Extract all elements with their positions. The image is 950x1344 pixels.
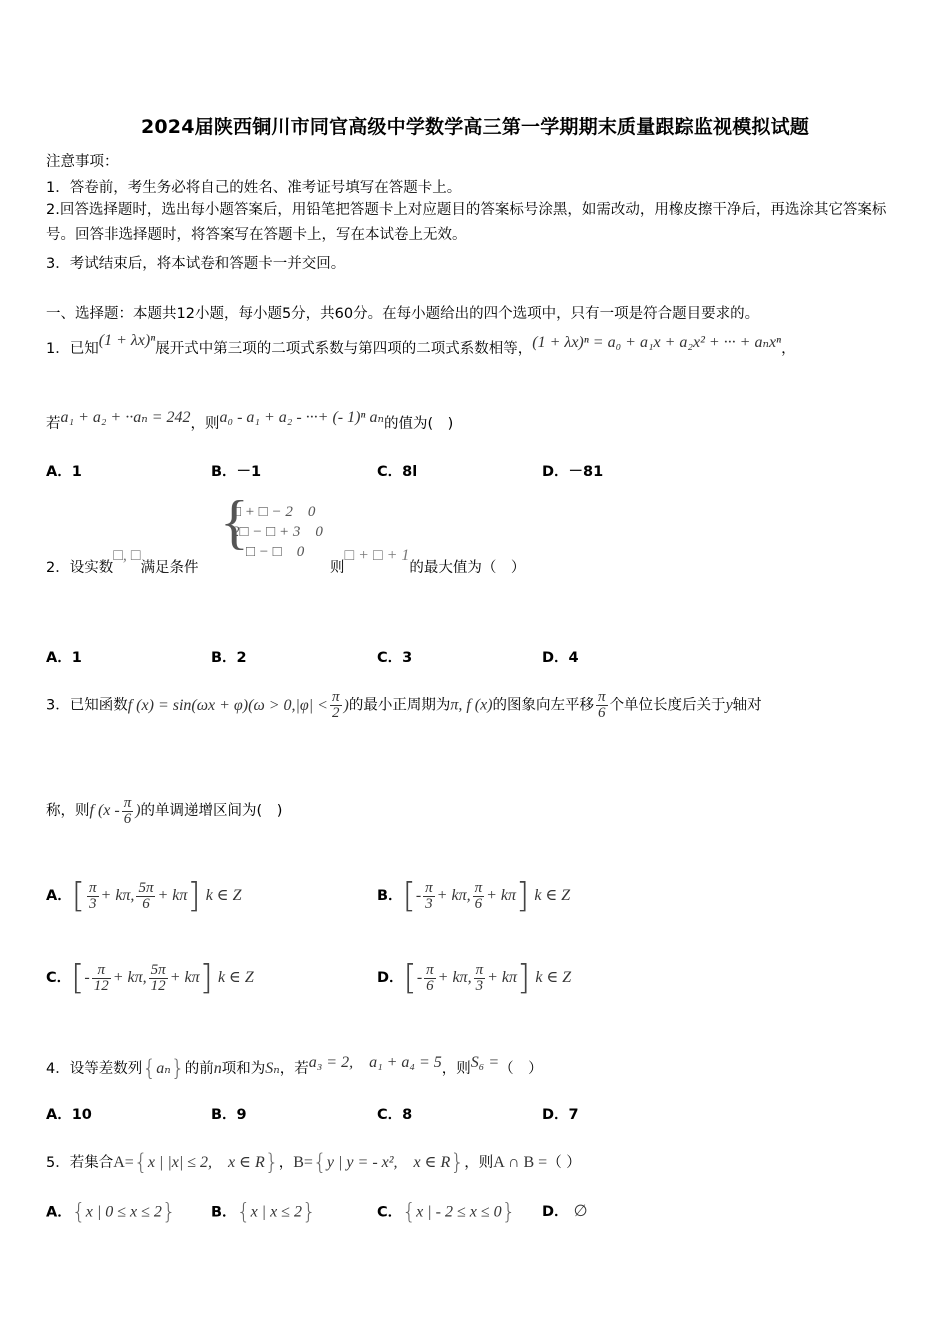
section-heading: 一、选择题：本题共12小题，每小题5分，共60分。在每小题给出的四个选项中，只有一项是符合题目要求的。: [46, 306, 760, 322]
brace-icon: {: [220, 489, 249, 555]
exam-title: 2024届陕西铜川市同官高级中学数学高三第一学期期末质量跟踪监视模拟试题: [140, 116, 810, 138]
question-1-line-2: 若a₁ + a₂ + ··aₙ = 242，则a₀ - a₁ + a₂ - ···+ (- 1)ⁿ aₙ的值为( ): [46, 409, 454, 432]
q1-expression: (1 + λx)ⁿ: [98, 332, 156, 349]
q5-option-a[interactable]: A．{x | 0 ≤ x ≤ 2}: [46, 1200, 176, 1225]
q3-option-d[interactable]: D．[- $\frac{\pi}{6}$ + kπ, $\frac{\pi}{3}$ + kπ] k ∈ Z: [377, 958, 572, 998]
q1-expansion: (1 + λx)ⁿ = a₀ + a₁x + a₂x² + ··· + aₙxⁿ: [532, 334, 782, 351]
question-4: 4．设等差数列{aₙ}的前n项和为Sₙ，若a₃ = 2, a₁ + a₄ = 5，则S₆ =（ ）: [46, 1054, 543, 1082]
q4-conditions: a₃ = 2, a₁ + a₄ = 5: [308, 1054, 442, 1071]
q1-option-a[interactable]: A．1: [46, 464, 82, 480]
question-3-line-2: 称，则f (x - $\frac{\pi}{6}$ )的单调递增区间为( ): [46, 795, 283, 827]
q1-option-b[interactable]: B．－1: [211, 464, 262, 480]
q5-set-a: x | |x| ≤ 2, x ∈ R: [147, 1154, 265, 1171]
q3-shifted-function: f (x - $\frac{\pi}{6}$ ): [89, 795, 141, 827]
q5-option-b[interactable]: B．{x | x ≤ 2}: [211, 1200, 316, 1225]
question-1-line-1: 1．已知(1 + λx)ⁿ展开式中第三项的二项式系数与第四项的二项式系数相等，(1 + λx)ⁿ = a₀ + a₁x + a₂x² + ··· + aₙxⁿ，: [46, 332, 796, 357]
q2-constraint-system: { □ + □ − 2 0 2□ − □ + 3 0 □ − □ 0: [220, 489, 323, 560]
q4-option-b[interactable]: B．9: [211, 1107, 247, 1123]
q2-option-b[interactable]: B．2: [211, 650, 247, 666]
empty-set-icon: ∅: [573, 1203, 588, 1220]
q2-option-d[interactable]: D．4: [542, 650, 579, 666]
q1-option-d[interactable]: D．－81: [542, 464, 604, 480]
q3-option-a[interactable]: A．[ $\frac{\pi}{3}$ + kπ, $\frac{5\pi}{6}$ + kπ] k ∈ Z: [46, 876, 242, 916]
q5-option-d[interactable]: D． ∅: [542, 1203, 588, 1220]
q3-function: f (x) = sin(ωx + φ)(ω > 0,|φ| < $\frac{\pi}{2}$ ): [127, 689, 349, 722]
q4-option-c[interactable]: C．8: [377, 1107, 413, 1123]
q5-set-b: y | y = - x², x ∈ R: [326, 1154, 451, 1171]
q4-sequence: aₙ: [156, 1060, 171, 1077]
notes-item-3: 3．考试结束后，将本试卷和答题卡一并交回。: [46, 256, 346, 272]
q3-period: π, f (x): [450, 696, 493, 714]
question-5: 5．若集合A={x | |x| ≤ 2, x ∈ R}，B={y | y = - x², x ∈ R}，则A ∩ B =（ ）: [46, 1150, 581, 1176]
notes-item-1: 1．答卷前，考生务必将自己的姓名、准考证号填写在答题卡上。: [46, 180, 462, 196]
question-3-line-1: 3．已知函数f (x) = sin(ωx + φ)(ω > 0,|φ| < $\frac{\pi}{2}$ )的最小正周期为π, f (x)的图象向左平移 $\frac{\pi}{6}$ 个单位长度后关于y轴对: [46, 689, 762, 722]
q1-condition: a₁ + a₂ + ··aₙ = 242: [60, 409, 191, 426]
q1-target-expression: a₀ - a₁ + a₂ - ···+ (- 1)ⁿ aₙ: [219, 409, 384, 426]
q2-objective: □ + □ + 1: [344, 547, 410, 564]
question-2-text-b: 则□ + □ + 1的最大值为（ ）: [330, 547, 526, 576]
q2-option-a[interactable]: A．1: [46, 650, 82, 666]
q1-option-c[interactable]: C．8l: [377, 464, 418, 480]
q3-option-b[interactable]: B．[- $\frac{\pi}{3}$ + kπ, $\frac{\pi}{6}$ + kπ] k ∈ Z: [377, 876, 571, 916]
notes-heading: 注意事项：: [46, 154, 119, 170]
q2-variables: □, □: [113, 547, 141, 564]
q4-option-d[interactable]: D．7: [542, 1107, 579, 1123]
q3-shift: $\frac{\pi}{6}$: [598, 689, 606, 721]
q2-option-c[interactable]: C．3: [377, 650, 413, 666]
q5-option-c[interactable]: C．{x | - 2 ≤ x ≤ 0}: [377, 1200, 516, 1225]
notes-item-2: 2.回答选择题时，选出每小题答案后，用铅笔把答题卡上对应题目的答案标号涂黑，如需改动，用橡皮擦干净后，再选涂其它答案标号。回答非选择题时，将答案写在答题卡上，写在本试卷上无效。: [46, 202, 887, 243]
question-2-text-a: 2．设实数□, □满足条件: [46, 547, 199, 576]
q3-option-c[interactable]: C．[- $\frac{\pi}{12}$ + kπ, $\frac{5\pi}{12}$ + kπ] k ∈ Z: [46, 958, 254, 998]
q4-option-a[interactable]: A．10: [46, 1107, 92, 1123]
